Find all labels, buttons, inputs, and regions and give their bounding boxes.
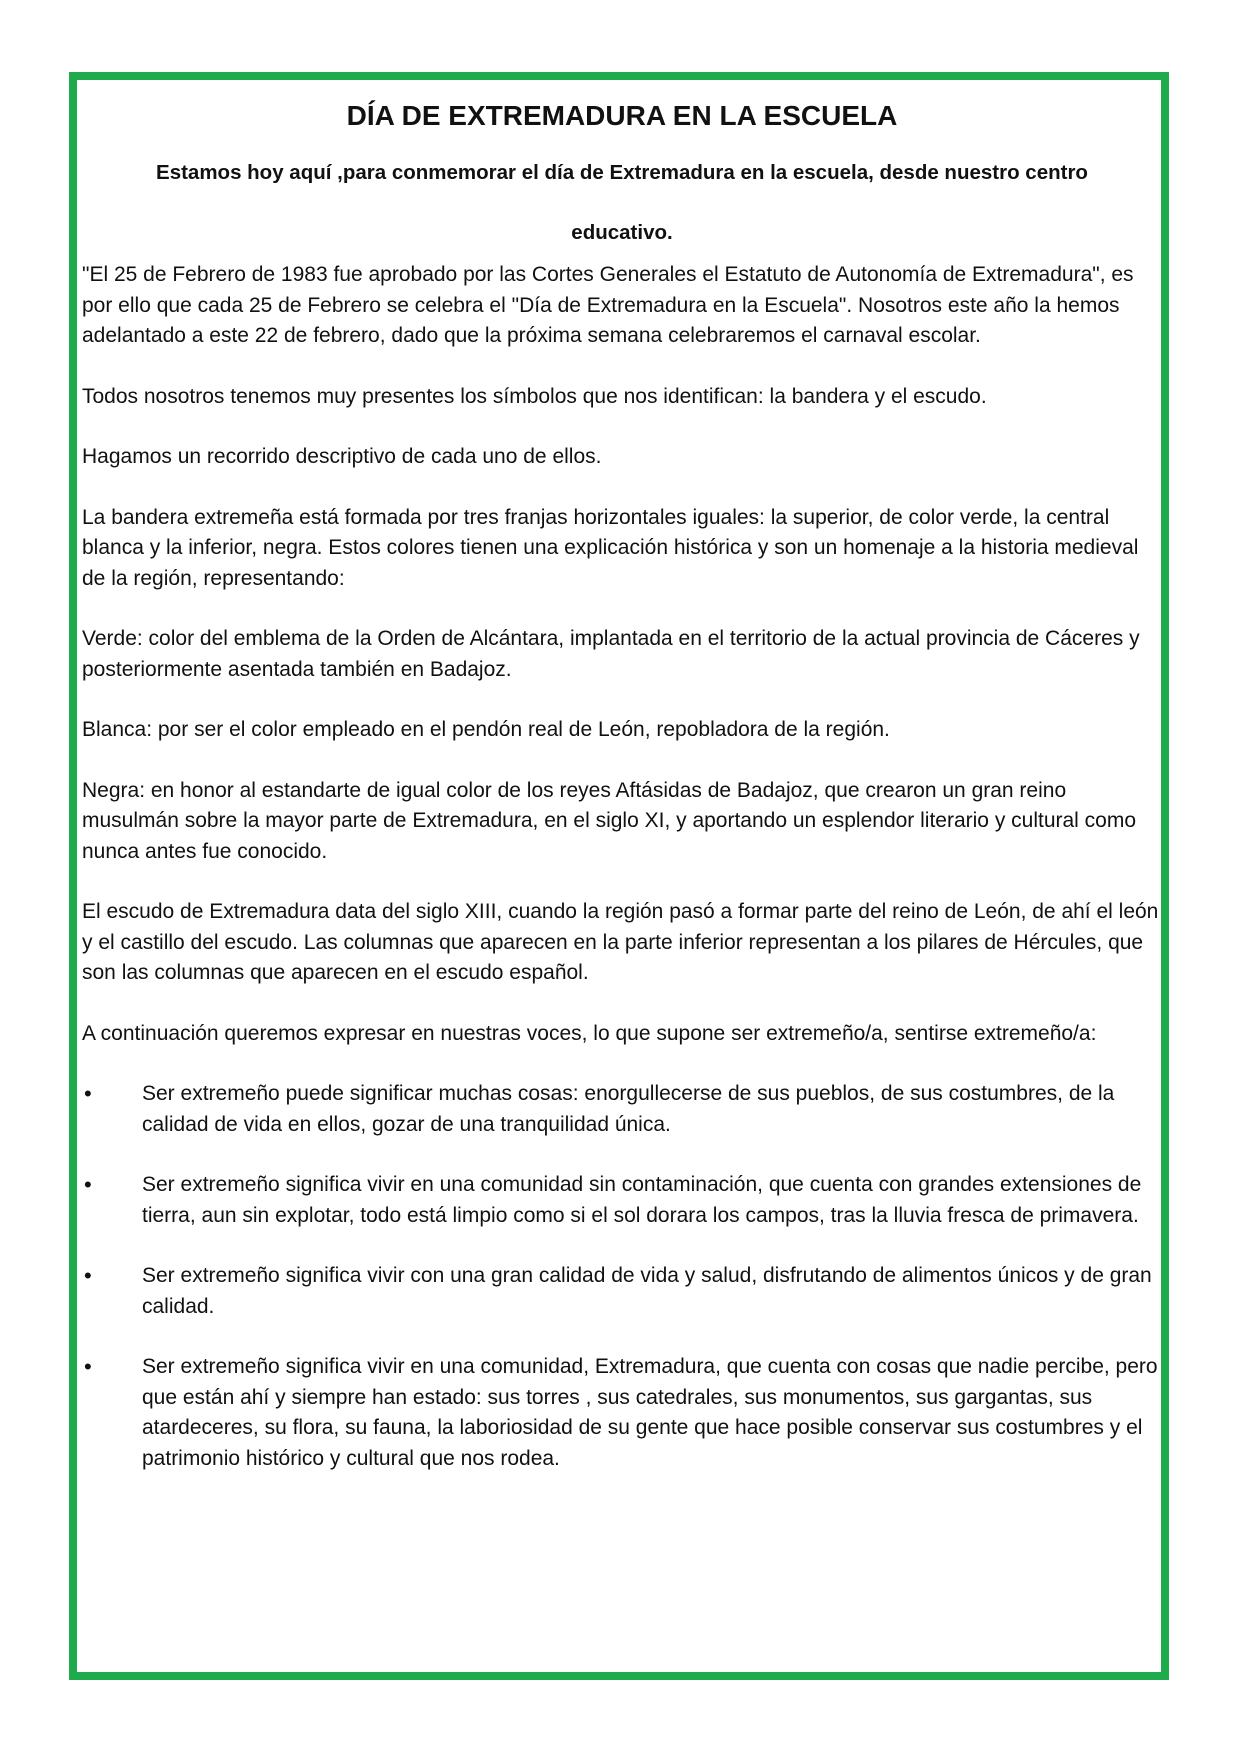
paragraph-estatuto: "El 25 de Febrero de 1983 fue aprobado por las Cortes Generales el Estatuto de Autonomía de Extremadura", es por ello que cada 25 de Febrero se celebra el "Día de Extremadura en la Escuela". Nosotros este año la hemos adelantado a este 22 de febrero, dado que la próxima semana celebraremos el carnaval escolar. bbox=[82, 263, 1134, 347]
list-item-text: Ser extremeño significa vivir en una comunidad sin contaminación, que cuenta con grandes extensiones de tierra, aun sin explotar, todo está limpio como si el sol dorara los campos, tras la lluvia fresca de primavera. bbox=[142, 1173, 1142, 1227]
bullet-icon: • bbox=[84, 1354, 92, 1379]
list-item-text: Ser extremeño significa vivir con una gran calidad de vida y salud, disfrutando de alimentos únicos y de gran calidad. bbox=[142, 1264, 1152, 1318]
paragraph-verde: Verde: color del emblema de la Orden de Alcántara, implantada en el territorio de la actual provincia de Cáceres y posteriormente asentada también en Badajoz. bbox=[82, 627, 1140, 681]
paragraph-simbolos: Todos nosotros tenemos muy presentes los símbolos que nos identifican: la bandera y el escudo. bbox=[82, 384, 987, 408]
bullet-list bbox=[82, 1079, 1162, 1474]
list-item-text: Ser extremeño significa vivir en una comunidad, Extremadura, que cuenta con cosas que nadie percibe, pero que están ahí y siempre han estado: sus torres , sus catedrales, sus monumentos, sus gargantas, sus atardeceres, su flora, su fauna, la laboriosidad de su gente que hace posible conservar sus costumbres y el patrimonio histórico y cultural que nos rodea. bbox=[142, 1355, 1158, 1470]
intro-line-1: Estamos hoy aquí ,para conmemorar el día de Extremadura en la escuela, desde nuestro centro bbox=[156, 161, 1088, 184]
paragraph-continuacion: A continuación queremos expresar en nuestras voces, lo que supone ser extremeño/a, sentirse extremeño/a: bbox=[82, 1021, 1097, 1045]
document-title: DÍA DE EXTREMADURA EN LA ESCUELA bbox=[346, 100, 898, 131]
list-item bbox=[82, 1170, 1162, 1231]
intro-line-2: educativo. bbox=[571, 221, 673, 244]
document-body bbox=[82, 96, 1162, 1504]
paragraph-negra: Negra: en honor al estandarte de igual color de los reyes Aftásidas de Badajoz, que crearon un gran reino musulmán sobre la mayor parte de Extremadura, en el siglo XI, y aportando un esplendor literario y cultural como nunca antes fue conocido. bbox=[82, 778, 1137, 863]
paragraph-recorrido: Hagamos un recorrido descriptivo de cada uno de ellos. bbox=[82, 445, 602, 468]
list-item bbox=[82, 1261, 1162, 1322]
paragraph-blanca: Blanca: por ser el color empleado en el pendón real de León, repobladora de la región. bbox=[82, 718, 890, 741]
bullet-icon: • bbox=[84, 1081, 92, 1106]
paragraph-bandera: La bandera extremeña está formada por tres franjas horizontales iguales: la superior, de color verde, la central blanca y la inferior, negra. Estos colores tienen una explicación histórica y son un homenaje a la historia medieval de la región, representando: bbox=[82, 505, 1139, 590]
list-item bbox=[82, 1079, 1162, 1140]
bullet-icon: • bbox=[84, 1172, 92, 1197]
bullet-icon: • bbox=[84, 1263, 92, 1288]
list-item bbox=[82, 1352, 1162, 1474]
list-item-text: Ser extremeño puede significar muchas cosas: enorgullecerse de sus pueblos, de sus costumbres, de la calidad de vida en ellos, gozar de una tranquilidad única. bbox=[142, 1082, 1115, 1136]
paragraph-escudo: El escudo de Extremadura data del siglo XIII, cuando la región pasó a formar parte del reino de León, de ahí el león y el castillo del escudo. Las columnas que aparecen en la parte inferior representan a los pilares de Hércules, que son las columnas que aparecen en el escudo español. bbox=[82, 900, 1159, 984]
